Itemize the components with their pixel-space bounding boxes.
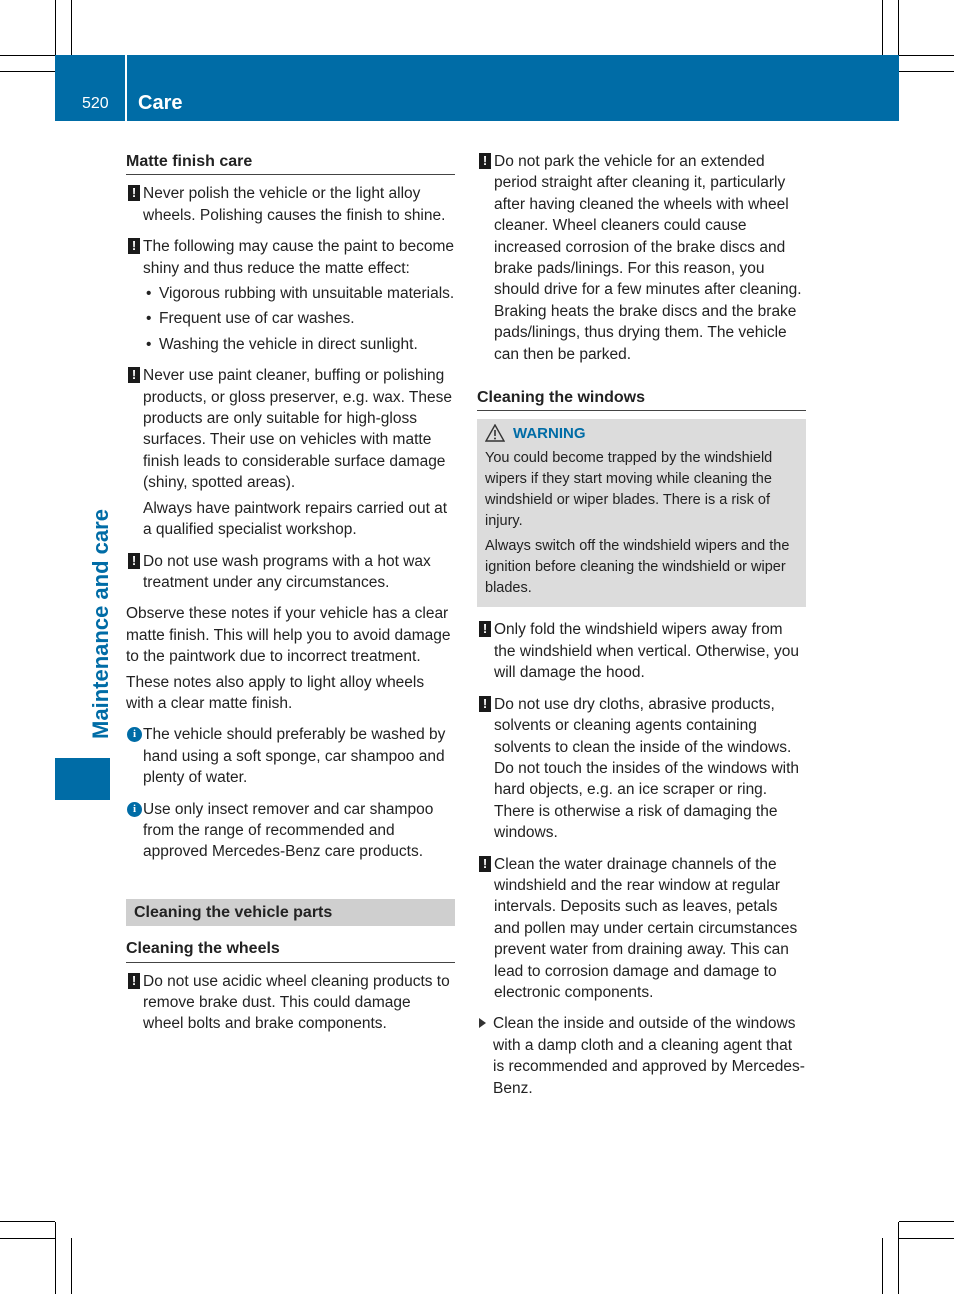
info-text: Use only insect remover and car shampoo from the range of recommended and approved Mercedes-Benz care products.	[143, 800, 434, 861]
notice	[477, 854, 806, 1004]
crop-mark	[899, 1221, 954, 1222]
notice	[477, 151, 806, 365]
heading-cleaning-windows: Cleaning the windows	[477, 387, 806, 411]
warning-text: Always switch off the windshield wipers and the ignition before cleaning the windshield or wiper blades.	[485, 538, 790, 597]
exclamation-icon: !	[128, 185, 140, 201]
notice	[126, 183, 455, 226]
paragraph: Observe these notes if your vehicle has a clear matte finish. This will help you to avoid damage to the paintwork due to incorrect treatment.	[126, 605, 451, 666]
notice	[477, 694, 806, 844]
notice	[126, 365, 455, 540]
header-divider	[125, 55, 127, 121]
chapter-tab	[55, 758, 110, 800]
notice-text: The following may cause the paint to become shiny and thus reduce the matte effect:	[143, 238, 455, 277]
notice-text: Do not use acidic wheel cleaning products to remove brake dust. This could damage wheel bolts and brake components.	[143, 972, 450, 1033]
warning-text: You could become trapped by the windshield wipers if they start moving while cleaning the windshield or wiper blades. There is a risk of injury.	[485, 450, 773, 530]
exclamation-icon: !	[479, 696, 491, 712]
notice-text: Clean the water drainage channels of the windshield and the rear window at regular intervals. Deposits such as leaves, petals and pollen may under certain circumstances prevent water from draining away. This can lead to corrosion damage and damage to electronic components.	[494, 855, 798, 1001]
step-text: Clean the inside and outside of the windows with a damp cloth and a cleaning agent that is recommended and approved by Mercedes-Benz.	[493, 1015, 805, 1097]
heading-cleaning-wheels: Cleaning the wheels	[126, 938, 455, 962]
exclamation-icon: !	[128, 238, 140, 254]
info-icon: i	[127, 727, 142, 742]
crop-mark	[0, 55, 55, 56]
crop-mark	[882, 0, 883, 55]
warning-box	[477, 419, 806, 607]
paragraph: These notes also apply to light alloy wheels with a clear matte finish.	[126, 673, 425, 712]
step-arrow-icon	[479, 1018, 486, 1028]
notice-text: Do not use dry cloths, abrasive products, solvents or cleaning agents containing solvents to clean the inside of the windows. Do not touch the insides of the windows with hard objects, e.g. an ice scraper or ring. There is otherwise a risk of damaging the windows.	[494, 695, 800, 842]
section-title: Care	[138, 92, 183, 114]
crop-mark	[899, 55, 954, 56]
page-number: 520	[82, 95, 109, 112]
list-item: • Washing the vehicle in direct sunlight.	[143, 334, 455, 355]
exclamation-icon: !	[479, 153, 491, 169]
crop-mark	[55, 0, 56, 55]
exclamation-icon: !	[128, 973, 140, 989]
exclamation-icon: !	[128, 553, 140, 569]
info-text: The vehicle should preferably be washed by hand using a soft sponge, car shampoo and plenty of water.	[143, 726, 446, 787]
crop-mark	[882, 1238, 883, 1294]
notice-text: Do not use wash programs with a hot wax treatment under any circumstances.	[143, 552, 431, 591]
exclamation-icon: !	[479, 856, 491, 872]
notice-text: Only fold the windshield wipers away from the windshield when vertical. Otherwise, you will damage the hood.	[494, 621, 799, 682]
crop-mark	[898, 1222, 899, 1294]
list-item: • Vigorous rubbing with unsuitable materials.	[143, 283, 455, 304]
crop-mark	[71, 0, 72, 55]
right-column	[477, 151, 806, 1109]
notice	[126, 236, 455, 355]
page-header	[55, 55, 899, 121]
notice	[126, 551, 455, 594]
instruction-step	[477, 1013, 806, 1099]
exclamation-icon: !	[128, 367, 140, 383]
left-column	[126, 151, 455, 1045]
crop-mark	[0, 71, 55, 72]
warning-label: WARNING	[513, 425, 586, 443]
bullet-list	[143, 283, 455, 355]
notice-text: Always have paintwork repairs carried out at a qualified specialist workshop.	[143, 499, 448, 539]
crop-mark	[55, 1222, 56, 1294]
notice-text: Never use paint cleaner, buffing or polishing products, or gloss preserver, e.g. wax. These products are only suitable for high-gloss surfaces. Their use on vehicles with matte finish leads to considerable surface damage (shiny, spotted areas).	[143, 367, 453, 492]
notice-text: Do not park the vehicle for an extended period straight after cleaning it, particularly after having cleaned the wheels with wheel cleaner. Wheel cleaners could cause increased corrosion of the brake discs and brake pads/linings. For this reason, you should drive for a few minutes after cleaning. Braking heats the brake discs and the brake pads/linings, thus drying them. The vehicle can then be parked.	[494, 153, 802, 363]
notice	[477, 619, 806, 683]
exclamation-icon: !	[479, 621, 491, 637]
notice	[126, 971, 455, 1035]
crop-mark	[0, 1221, 55, 1222]
crop-mark	[899, 1238, 954, 1239]
warning-title	[485, 423, 798, 444]
crop-mark	[899, 71, 954, 72]
chapter-side-label: Maintenance and care	[88, 509, 113, 739]
list-item: • Frequent use of car washes.	[143, 308, 455, 329]
crop-mark	[71, 1238, 72, 1294]
warning-triangle-icon	[485, 424, 505, 442]
info-icon: i	[127, 802, 142, 817]
info-note	[126, 799, 455, 863]
crop-mark	[898, 0, 899, 55]
section-band: Cleaning the vehicle parts	[126, 899, 455, 926]
notice-text: Never polish the vehicle or the light alloy wheels. Polishing causes the finish to shine.	[143, 185, 446, 224]
heading-matte-finish: Matte finish care	[126, 151, 455, 175]
crop-mark	[0, 1238, 55, 1239]
info-note	[126, 724, 455, 788]
